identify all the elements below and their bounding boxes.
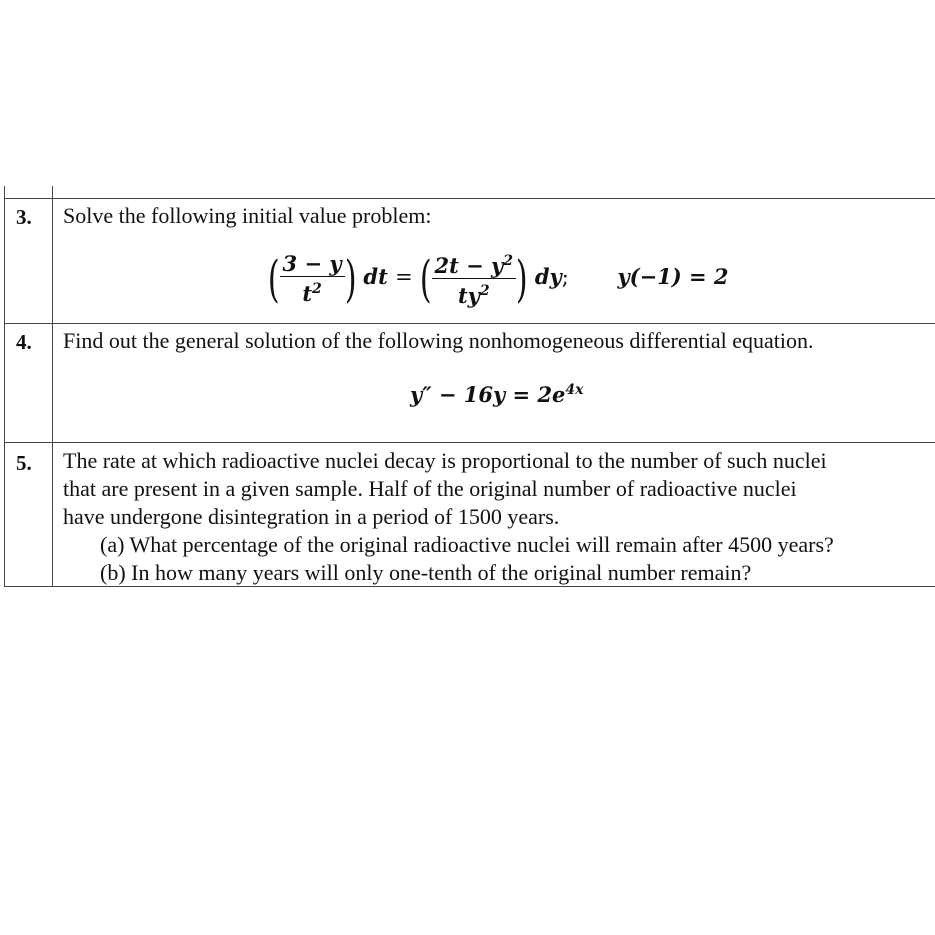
lhs-numerator: 3 − y [280, 253, 345, 277]
lhs-denominator-exponent: 2 [312, 280, 322, 297]
problem-text-line: have undergone disintegration in a period of 1500 years. [63, 504, 560, 529]
table-column-divider [52, 198, 53, 587]
problem-text: Solve the following initial value problem: [63, 203, 432, 228]
table-border-stub [4, 186, 5, 198]
separator: ; [561, 265, 569, 289]
problem-text: Find out the general solution of the following nonhomogeneous differential equation. [63, 328, 814, 353]
table-row-divider [4, 198, 935, 199]
rhs-numerator: 2t − y [434, 253, 504, 278]
table-border-stub [52, 186, 53, 198]
equals-sign: = [395, 265, 413, 289]
rhs-denominator-exponent: 2 [479, 283, 490, 299]
problem-part-b: (b) In how many years will only one-tenth of the original number remain? [100, 560, 752, 585]
equation-exponent: 4x [565, 382, 584, 398]
problem-text-line: that are present in a given sample. Half of the original number of radioactive nuclei [63, 476, 797, 501]
table-row-divider [4, 323, 935, 324]
problem-number: 4. [16, 330, 32, 354]
rhs-numerator-exponent: 2 [503, 253, 514, 269]
equation-body: y″ − 16y = 2e [410, 382, 566, 407]
rhs-differential: dy [534, 264, 562, 289]
lhs-denominator: t [302, 280, 313, 306]
rhs-denominator: ty [457, 283, 480, 308]
ivp-equation: ( $\frac{3 - y}{t^2}$ ) dt = ( $\frac{2t - y^2}{ty^2}$ ) dy; y(−1) = 2 [267, 249, 729, 308]
differential-equation [410, 382, 584, 407]
problem-number: 5. [16, 451, 32, 475]
table-left-border [4, 198, 5, 587]
lhs-differential: dt [363, 264, 388, 289]
problem-number: 3. [16, 205, 32, 229]
initial-condition: y(−1) = 2 [617, 264, 729, 289]
problem-text-line: The rate at which radioactive nuclei decay is proportional to the number of such nuclei [63, 448, 827, 473]
problem-part-a: (a) What percentage of the original radioactive nuclei will remain after 4500 years? [100, 532, 834, 557]
table-row-divider [4, 442, 935, 443]
